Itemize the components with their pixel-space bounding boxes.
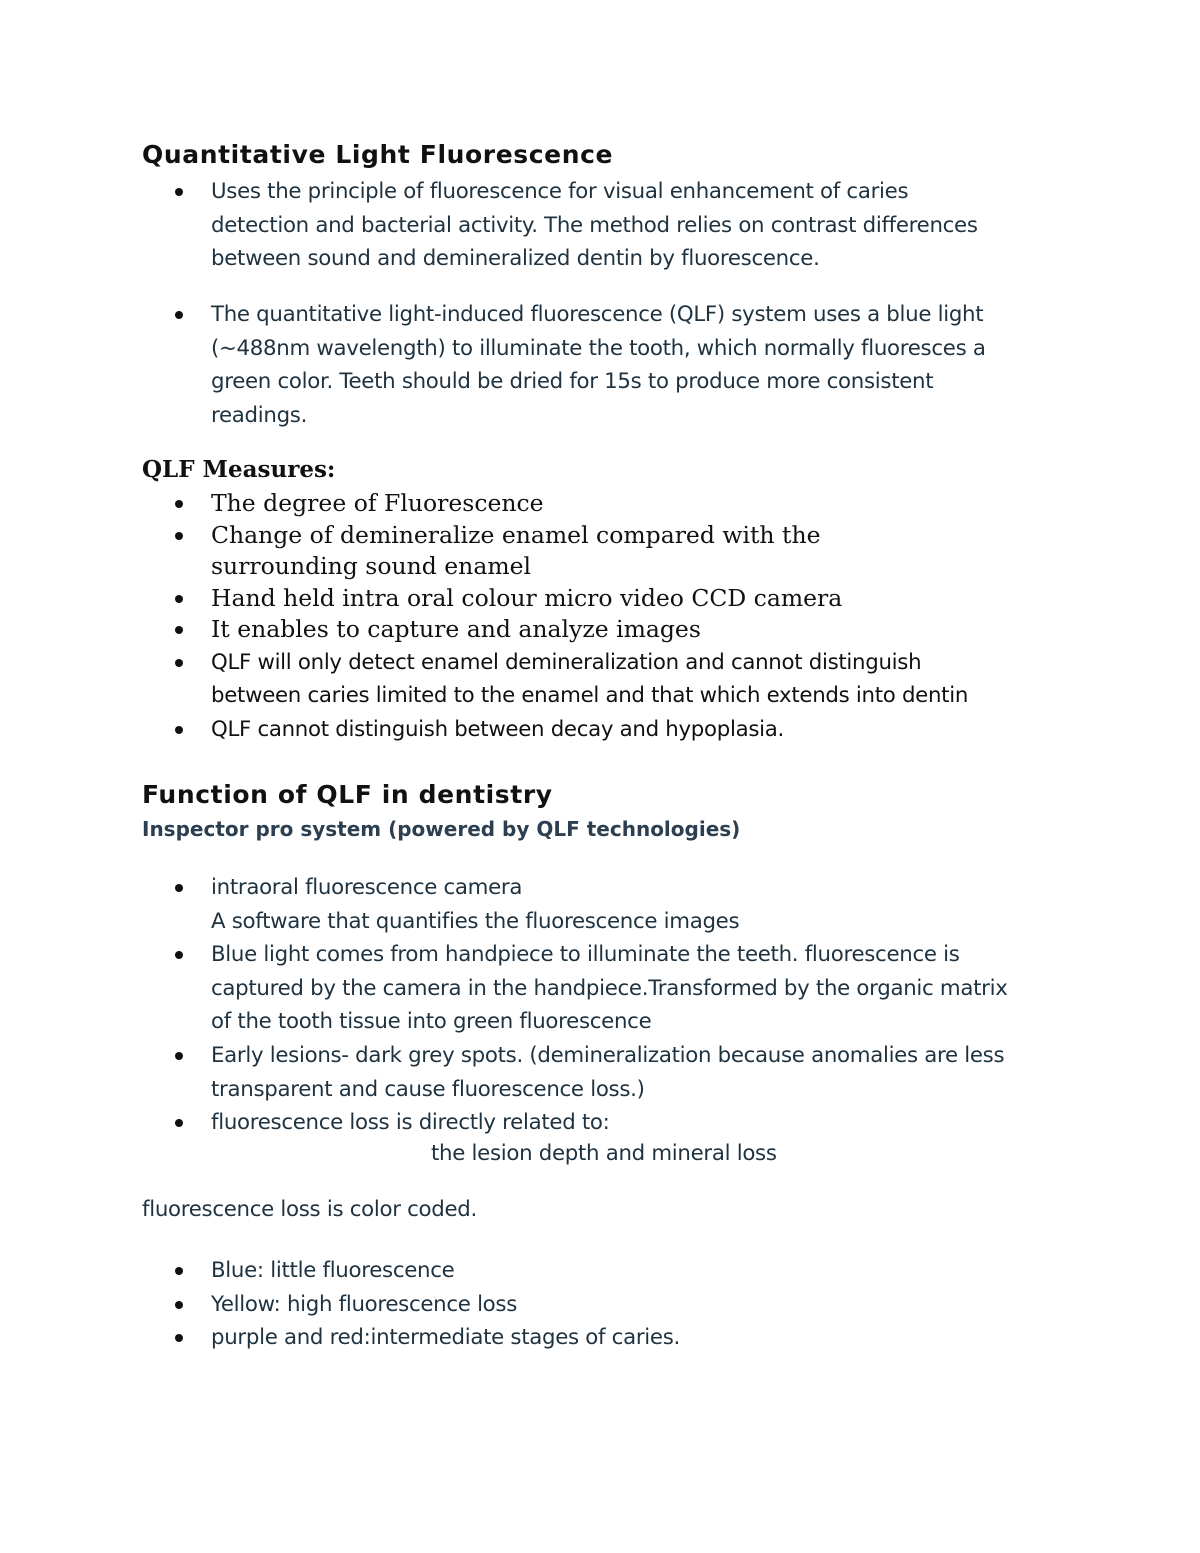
bullet-icon [175,1301,183,1309]
list-item-line: QLF cannot distinguish between decay and hypoplasia. [211,716,784,742]
bullet-icon [175,726,183,734]
paragraph-color-coded: fluorescence loss is color coded. [142,1197,477,1222]
list-item-line: Blue: little fluorescence [211,1258,455,1283]
list-item-line: readings. [211,402,308,428]
section-subtitle-inspector: Inspector pro system (powered by QLF technologies) [142,817,741,841]
list-item-line: Change of demineralize enamel compared with the [211,520,821,549]
list-item-line: green color. Teeth should be dried for 15s to produce more consistent [211,369,934,395]
section4-list [170,1254,1070,1355]
list-item [170,488,1070,520]
bullet-icon [175,1119,183,1127]
bullet-icon [175,626,183,634]
list-item-line: Hand held intra oral colour micro video CCD camera [211,583,843,612]
list-item-line: purple and red:intermediate stages of caries. [211,1325,680,1351]
list-item-line: between caries limited to the enamel and that which extends into dentin [211,683,969,709]
bullet-icon [175,884,183,892]
list-item [170,1039,1070,1106]
list-item-line: detection and bacterial activity. The method relies on contrast differences [211,212,978,238]
list-item [170,1254,1070,1288]
bullet-icon [175,500,183,508]
list-item-line: intraoral fluorescence camera [211,875,523,900]
list-item [170,1106,1070,1140]
bullet-icon [175,1052,183,1060]
bullet-icon [175,1334,183,1342]
bullet-icon [175,595,183,603]
list-item [170,520,1070,583]
section2-list [170,488,1070,746]
list-item-line: transparent and cause fluorescence loss.) [211,1076,645,1102]
list-item-line: The degree of Fluorescence [211,489,544,517]
list-item-line: QLF will only detect enamel demineralization and cannot distinguish [211,649,922,675]
list-item [170,175,1070,276]
list-item-line: surrounding sound enamel [211,552,532,580]
list-item-line: between sound and demineralized dentin by fluorescence. [211,246,820,272]
list-item-line: of the tooth tissue into green fluorescence [211,1009,652,1035]
list-item [170,583,1070,615]
list-item-line: The quantitative light-induced fluorescence (QLF) system uses a blue light [211,302,984,327]
section1-list [170,175,1070,276]
indented-line: the lesion depth and mineral loss [431,1141,777,1166]
bullet-icon [175,188,183,196]
list-item-line: Yellow: high fluorescence loss [211,1291,518,1317]
list-item [170,646,1070,713]
list-item-line: Uses the principle of fluorescence for visual enhancement of caries [211,179,909,204]
list-item-line: It enables to capture and analyze images [211,615,701,643]
list-item [170,871,1070,938]
list-item-line: A software that quantifies the fluorescence images [211,908,740,934]
section-title-qlf: Quantitative Light Fluorescence [142,140,614,169]
list-item-line: (~488nm wavelength) to illuminate the tooth, which normally fluoresces a [211,335,986,361]
list-item-line: fluorescence loss is directly related to: [211,1110,610,1136]
section3-list [170,871,1070,1140]
list-item [170,1321,1070,1355]
list-item [170,298,1070,432]
section-title-function: Function of QLF in dentistry [142,780,553,809]
list-item-line: Blue light comes from handpiece to illuminate the teeth. fluorescence is [211,942,960,968]
bullet-icon [175,1267,183,1275]
bullet-icon [175,951,183,959]
list-item [170,614,1070,646]
list-item-line: Early lesions- dark grey spots. (demineralization because anomalies are less [211,1042,1005,1068]
list-item [170,1288,1070,1322]
bullet-icon [175,659,183,667]
list-item [170,713,1070,747]
bullet-icon [175,532,183,540]
list-item [170,938,1070,1039]
list-item-line: captured by the camera in the handpiece.Transformed by the organic matrix [211,975,1008,1001]
bullet-icon [175,311,183,319]
section-title-qlf-measures: QLF Measures: [142,456,336,483]
section1-list-2 [170,298,1070,432]
